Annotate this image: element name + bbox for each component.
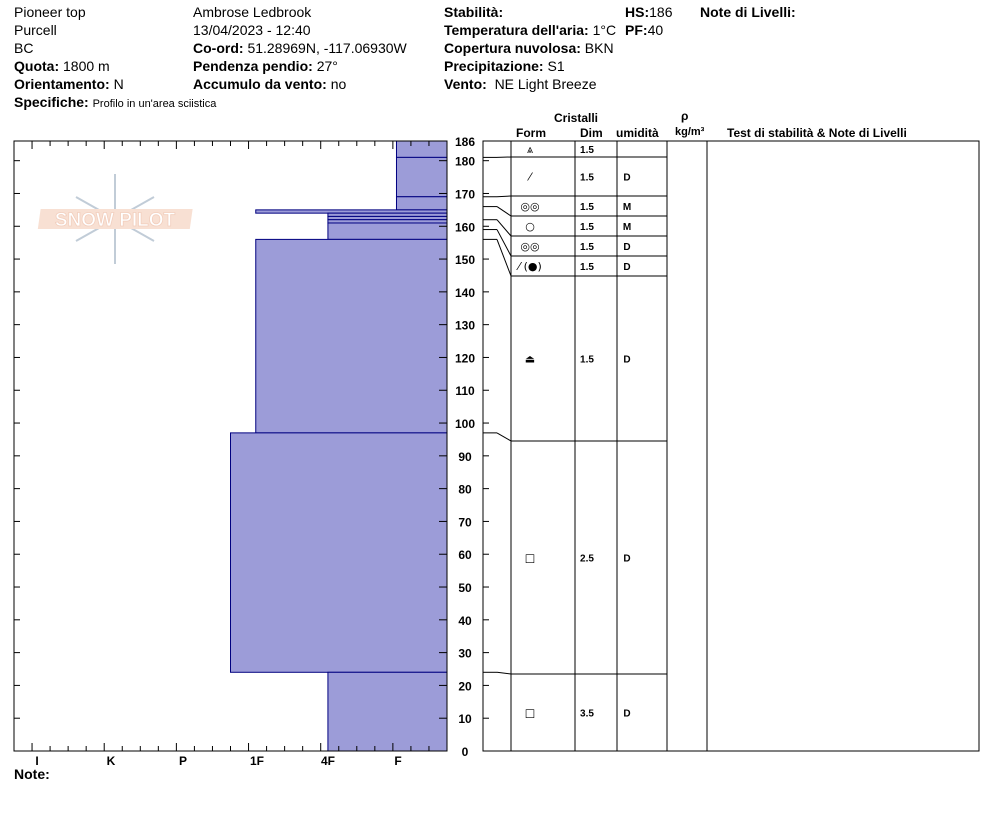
crystal-form-6: ⏏ [524, 352, 536, 366]
depth-label-90: 90 [458, 449, 472, 464]
depth-label-20: 20 [458, 679, 472, 694]
hardness-label-K: K [106, 754, 116, 768]
depth-label-110: 110 [455, 384, 475, 399]
crystal-size-8: 3.5 [580, 708, 594, 720]
depth-label-120: 120 [454, 351, 476, 366]
crystal-form-3: ○ [525, 220, 535, 233]
wetness-header: umidità [616, 126, 659, 140]
depth-label-80: 80 [458, 482, 472, 497]
depth-label-180: 180 [454, 154, 476, 169]
connector-b-6 [497, 239, 511, 276]
cloud-cover: Copertura nuvolosa: BKN [444, 40, 614, 56]
air-temp: Temperatura dell'aria: 1°C [444, 22, 617, 38]
notes-label: Note: [14, 766, 50, 782]
depth-label-10: 10 [458, 712, 472, 727]
depth-label-140: 140 [454, 285, 476, 300]
depth-label-60: 60 [458, 548, 472, 563]
specifics: Specifiche: Profilo in un'area sciistica [14, 94, 217, 110]
wind-loading: Accumulo da vento: no [193, 76, 347, 92]
depth-label-0: 0 [461, 745, 469, 759]
connector-b-7 [497, 433, 511, 441]
crystal-size-3: 1.5 [580, 222, 594, 233]
snowpilot-logo [38, 174, 193, 264]
crystal-form-7: □ [524, 551, 536, 565]
crystal-size-2: 1.5 [580, 202, 594, 213]
hs: HS:186 [625, 4, 673, 20]
form-header: Form [516, 126, 546, 140]
region: BC [14, 40, 34, 56]
aspect: Orientamento: N [14, 76, 124, 92]
range: Purcell [14, 22, 57, 38]
layer-bar-10 [328, 672, 447, 751]
crystal-form-4: ◎◎ [520, 240, 540, 253]
crystal-size-1: 1.5 [580, 172, 594, 184]
crystal-wetness-2: M [622, 202, 632, 213]
observer: Ambrose Ledbrook [193, 4, 312, 20]
crystal-size-0: 1.5 [580, 145, 594, 156]
hardness-label-F: F [394, 754, 402, 768]
crystal-size-5: 1.5 [580, 262, 594, 273]
depth-label-30: 30 [458, 646, 472, 661]
coordinates: Co-ord: 51.28969N, -117.06930W [193, 40, 407, 56]
logo-text: SNOW PILOT [54, 210, 176, 231]
crystal-form-1: ⁄ [529, 170, 531, 184]
elevation: Quota: 1800 m [14, 58, 110, 74]
connector-b-8 [497, 672, 511, 674]
pf: PF:40 [625, 22, 664, 38]
precipitation: Precipitazione: S1 [444, 58, 565, 74]
crystal-wetness-1: D [623, 172, 631, 184]
size-header: Dim [580, 126, 603, 140]
crystal-wetness-3: M [622, 222, 632, 233]
depth-label-186: 186 [454, 135, 476, 149]
wind: Vento: NE Light Breeze [444, 76, 597, 92]
location: Pioneer top [14, 4, 86, 20]
depth-label-170: 170 [454, 187, 476, 202]
layer-bar-1 [396, 157, 447, 196]
crystal-form-2: ◎◎ [520, 200, 540, 213]
hardness-label-I: I [35, 754, 39, 768]
crystal-wetness-5: D [623, 262, 631, 273]
layer-bar-7 [328, 223, 447, 239]
layer-bar-2 [396, 197, 447, 210]
depth-label-160: 160 [454, 220, 476, 235]
hardness-label-1F: 1F [249, 754, 265, 768]
layer-bar-0 [396, 141, 447, 157]
table-frame [483, 141, 979, 751]
crystal-wetness-8: D [623, 708, 631, 720]
crystals-header: Cristalli [554, 111, 599, 125]
slope: Pendenza pendio: 27° [193, 58, 338, 74]
layer-bar-8 [256, 239, 447, 432]
crystal-size-4: 1.5 [580, 242, 594, 253]
depth-label-100: 100 [454, 417, 476, 432]
crystal-wetness-4: D [623, 242, 631, 253]
crystal-form-5: ⁄ (●) [518, 260, 542, 273]
crystal-form-0: ⩓ [526, 143, 534, 156]
crystal-size-7: 2.5 [580, 553, 594, 565]
crystal-form-8: □ [524, 706, 536, 720]
connector-b-3 [497, 207, 511, 216]
datetime: 13/04/2023 - 12:40 [193, 22, 311, 38]
hardness-label-P: P [178, 754, 188, 768]
density-unit-header: kg/m³ [675, 126, 705, 138]
hardness-label-4F: 4F [320, 754, 336, 768]
depth-label-70: 70 [458, 515, 472, 530]
depth-label-150: 150 [454, 253, 476, 268]
depth-label-40: 40 [458, 613, 472, 628]
depth-label-130: 130 [454, 318, 476, 333]
crystal-size-6: 1.5 [580, 354, 594, 366]
depth-label-50: 50 [458, 581, 472, 596]
layer-bar-9 [231, 433, 448, 672]
crystal-wetness-6: D [623, 354, 631, 366]
crystal-wetness-7: D [623, 553, 631, 565]
tests-header: Test di stabilità & Note di Livelli [727, 126, 907, 140]
rho-header: ρ [681, 109, 689, 123]
connector-b-2 [497, 196, 511, 197]
stability: Stabilità: [444, 4, 504, 20]
layer-notes-label: Note di Livelli: [700, 4, 796, 20]
